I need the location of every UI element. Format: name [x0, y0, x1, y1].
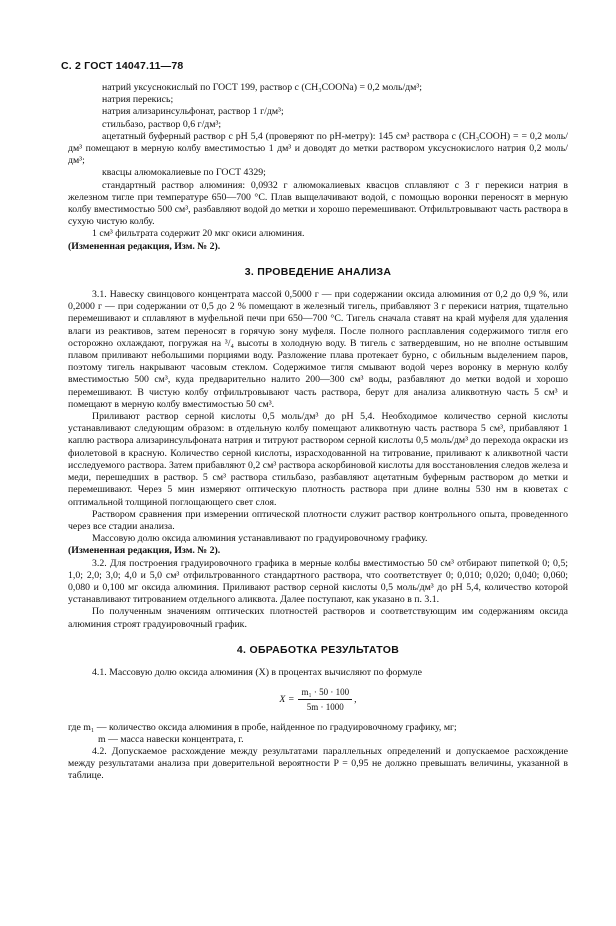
paragraph: Приливают раствор серной кислоты 0,5 моль/дм³ до pH 5,4. Необходимое количество серной кислоты устанавливают следующим образом: в отдельную колбу помещают аликвотную часть раствора 5 см³, прибавляют 1 каплю раствора ализаринсульфоната натрия и титруют раствором серной кислоты 0,5 моль/дм³ до перехода окраски из фиолетовой в красную. Количество серной кислоты, израсходованной на титрование, приливают к аликвотной части исследуемого раствора. Затем прибавляют 0,2 см³ раствора аскорбиновой кислоты для восстановления следов железа и меди, перешедших в раствор. 5 см³ раствора стильбазо, разбавляют ацетатным буферным раствором до метки и перемешивают. Через 5 мин измеряют оптическую плотность раствора при длине волны 530 нм в кюветах с оптимальной толщиной поглощающего свет слоя.: [68, 411, 568, 508]
page-header: С. 2 ГОСТ 14047.11—78: [61, 60, 184, 72]
variable-definition: m — масса навески концентрата, г.: [98, 733, 244, 745]
edit-note: (Измененная редакция, Изм. № 2).: [68, 240, 221, 252]
reagent-item: 1 см³ фильтрата содержит 20 мкг окиси алюминия.: [92, 228, 305, 240]
edit-note: (Измененная редакция, Изм. № 2).: [68, 545, 221, 557]
formula-lhs: X =: [279, 693, 295, 705]
document-body: [68, 82, 568, 783]
reagent-item: стандартный раствор алюминия: 0,0932 г алюмокалиевых квасцов сплавляют с 3 г перекиси натрия в железном тигле при температуре 650—700 °С. Плав выщелачивают водой, с помощью воронки переносят в мерную колбу вместимостью 500 см³, разбавляют водой до метки и хорошо перемешивают. Отфильтровывают часть раствора в сухую чистую колбу.: [68, 179, 568, 228]
reagent-item: стильбазо, раствор 0,6 г/дм³;: [102, 118, 222, 130]
paragraph: 4.2. Допускаемое расхождение между результатами параллельных определений и допускаемое расхождение между результатами анализа при доверительной вероятности P = 0,95 не должно превышать величины, указанной в таблице.: [68, 745, 568, 782]
formula: [68, 686, 568, 713]
paragraph: 3.1. Навеску свинцового концентрата массой 0,5000 г — при содержании оксида алюминия от 0,2 до 0,9 %, или 0,2000 г — при содержании от 0,5 до 2 % помещают в железный тигель, прибавляют 3 г перекиси натрия, тщательно перемешивают и сплавляют в муфельной печи при 650—700 °С. Тигель сначала ставят на край муфеля для удаления влаги из реактивов, затем переносят в горячую зону муфеля. После полного расплавления содержимого тигля его осторожно охлаждают, погружая на ³/₄ высоты в холодную воду. В тигель с затвердевшим, но не вполне остывшим плавом приливают небольшими порциями воду. Разложение плава протекает бурно, с обильным выделением паров, поэтому тигель накрывают часовым стеклом. Содержимое тигля смывают водой через воронку в мерную колбу вместимостью 500 см³, куда предварительно налито 200—300 см³ воды, разбавляют до метки водой и хорошо перемешивают. В чистую колбу отфильтровывают часть раствора, берут для анализа аликвотную часть 5 см³ и помещают в мерную колбу вместимостью 50 см³.: [68, 289, 568, 410]
reagent-item: натрия ализаринсульфонат, раствор 1 г/дм³;: [102, 106, 284, 118]
formula-fraction: [298, 686, 352, 713]
section-4-title: 4. ОБРАБОТКА РЕЗУЛЬТАТОВ: [236, 643, 400, 656]
variable-definition: где m₁ — количество оксида алюминия в пробе, найденное по градуировочному графику, мг;: [68, 721, 457, 733]
reagent-item: натрия перекись;: [102, 94, 174, 106]
paragraph: 3.2. Для построения градуировочного графика в мерные колбы вместимостью 50 см³ отбирают пипеткой 0; 0,5; 1,0; 2,0; 3,0; 4,0 и 5,0 см³ отфильтрованного стандартного раствора, что соответствует 0; 0,010; 0,020; 0,040; 0,060; 0,080 и 0,100 мг оксида алюминия. Приливают раствор серной кислоты 0,5 моль/дм³ до pH 5,4, количество которой устанавливают титрованием отдельного аликвота. Далее поступают, как указано в п. 3.1.: [68, 557, 568, 606]
section-3-title: 3. ПРОВЕДЕНИЕ АНАЛИЗА: [244, 265, 392, 278]
paragraph: Массовую долю оксида алюминия устанавливают по градуировочному графику.: [92, 533, 428, 545]
paragraph: Раствором сравнения при измерении оптической плотности служит раствор контрольного опыта, проведенного через все стадии анализа.: [68, 508, 568, 532]
paragraph: По полученным значениям оптических плотностей растворов и соответствующим им содержаниям оксида алюминия строят градуировочный график.: [68, 606, 568, 630]
reagent-item: квасцы алюмокалиевые по ГОСТ 4329;: [102, 167, 266, 179]
paragraph: 4.1. Массовую долю оксида алюминия (X) в процентах вычисляют по формуле: [92, 666, 422, 678]
reagent-item: ацетатный буферный раствор с pH 5,4 (проверяют по pH-метру): 145 см³ раствора с (CH₃COOH) = = 0,2 моль/дм³ помещают в мерную колбу вместимостью 1 дм³ и доводят до метки раствором уксуснокислого натрия 0,2 моль/дм³;: [68, 130, 568, 167]
reagent-item: натрий уксуснокислый по ГОСТ 199, раствор с (CH₃COONa) = 0,2 моль/дм³;: [102, 82, 423, 93]
formula-numerator: m₁ · 50 · 100: [298, 686, 352, 700]
formula-denominator: 5m · 1000: [306, 702, 344, 713]
formula-comma: ,: [354, 693, 357, 705]
